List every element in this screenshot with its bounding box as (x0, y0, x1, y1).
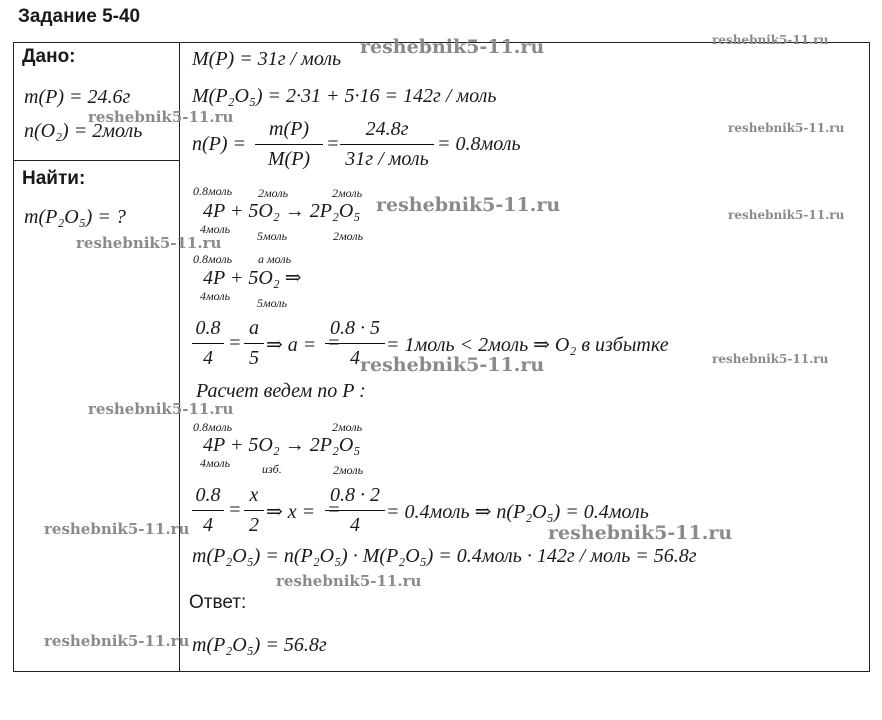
p-den3: 4 (350, 347, 360, 369)
np-lhs: n(P) = (192, 133, 247, 155)
column-divider (179, 42, 180, 672)
find-mass-p2o5: m(P₂O₅) = ? (24, 206, 126, 228)
r3-below-o2: изб. (262, 462, 282, 476)
given-find-divider (13, 160, 180, 161)
fraction-bar (244, 510, 264, 511)
r1-below-p2o5: 2моль (333, 229, 364, 243)
fraction-bar (325, 510, 385, 511)
reaction-2: 4P + 5O₂ ⇒ (203, 267, 302, 289)
r1-below-o2: 5моль (257, 229, 288, 243)
q-result: = 0.4моль ⇒ n(P₂O₅) = 0.4моль (386, 501, 649, 523)
p-num1: 0.8 (195, 317, 221, 339)
watermark: reshebnik5-11.ru (76, 234, 222, 252)
task-title: Задание 5-40 (18, 6, 141, 27)
watermark: reshebnik5-11.ru (712, 33, 829, 47)
p-num2: a (249, 317, 259, 339)
r1-above-o2: 2моль (258, 186, 289, 200)
fraction-bar (192, 343, 224, 344)
q-num1: 0.8 (195, 484, 221, 506)
r3-below-p2o5: 2моль (333, 463, 364, 477)
q-fraction-1 (192, 484, 224, 537)
watermark: reshebnik5-11.ru (728, 208, 845, 222)
given-heading: Дано: (22, 46, 76, 67)
np-result: = 0.8моль (437, 133, 521, 155)
calc-note: Расчет ведем по P : (196, 380, 366, 402)
reaction-1: 4P + 5O₂ → 2P₂O₅ (203, 200, 361, 222)
molar-mass-p2o5: M(P₂O₅) = 2·31 + 5·16 = 142г / моль (192, 85, 497, 107)
watermark: reshebnik5-11.ru (88, 108, 234, 126)
q-den3: 4 (350, 514, 360, 536)
r3-above-p: 0.8моль (193, 420, 233, 434)
fraction-bar (340, 144, 434, 145)
answer-label: Ответ: (189, 592, 247, 613)
fraction-bar (325, 343, 385, 344)
p-mid: ⇒ a = (266, 334, 317, 356)
fraction-bar (244, 343, 264, 344)
np-den2: 31г / моль (345, 148, 429, 170)
p-fraction-1 (192, 317, 224, 370)
np-den1: M(P) (267, 148, 311, 170)
watermark: reshebnik5-11.ru (360, 354, 545, 376)
watermark: reshebnik5-11.ru (728, 121, 845, 135)
r1-above-p: 0.8моль (193, 184, 233, 198)
r1-above-p2o5: 2моль (332, 186, 363, 200)
r3-above-p2o5: 2моль (332, 420, 363, 434)
answer-value: m(P₂O₅) = 56.8г (192, 634, 327, 656)
np-fraction-numeric (340, 118, 434, 171)
given-mass-p: m(P) = 24.6г (24, 86, 131, 108)
mass-calculation: m(P₂O₅) = n(P₂O₅) · M(P₂O₅) = 0.4моль · 142г / моль = 56.8г (192, 545, 697, 567)
q-fraction-2 (244, 484, 264, 537)
find-heading: Найти: (22, 168, 86, 189)
watermark: reshebnik5-11.ru (712, 352, 829, 366)
watermark: reshebnik5-11.ru (276, 572, 422, 590)
np-eq: = (326, 133, 340, 155)
np-fraction-symbolic (255, 118, 323, 171)
np-num2: 24.8г (365, 118, 409, 140)
p-eq: = (228, 332, 242, 354)
r3-below-p: 4моль (200, 456, 231, 470)
p-den1: 4 (203, 347, 213, 369)
q-den2: 2 (249, 514, 259, 536)
r1-below-p: 4моль (200, 222, 231, 236)
q-mid: ⇒ x = (266, 501, 316, 523)
p-fraction-2 (244, 317, 264, 370)
np-num1: m(P) (269, 118, 309, 140)
r2-below-o2: 5моль (257, 296, 288, 310)
q-eq2: = (327, 499, 341, 521)
p-result: = 1моль < 2моль ⇒ O₂ в избытке (386, 334, 669, 356)
reaction-3: 4P + 5O₂ → 2P₂O₅ (203, 434, 361, 456)
q-fraction-3 (325, 484, 385, 537)
p-eq2: = (327, 332, 341, 354)
r2-below-p: 4моль (200, 289, 231, 303)
q-den1: 4 (203, 514, 213, 536)
watermark: reshebnik5-11.ru (376, 194, 561, 216)
watermark: reshebnik5-11.ru (44, 520, 190, 538)
given-moles-o2: n(O₂) = 2моль (24, 120, 143, 142)
q-num2: x (249, 484, 259, 506)
watermark: reshebnik5-11.ru (548, 522, 733, 544)
r2-above-o2: a моль (258, 252, 292, 266)
q-eq: = (228, 499, 242, 521)
watermark: reshebnik5-11.ru (360, 36, 545, 58)
p-den2: 5 (249, 347, 259, 369)
r2-above-p: 0.8моль (193, 252, 233, 266)
watermark: reshebnik5-11.ru (88, 400, 234, 418)
fraction-bar (255, 144, 323, 145)
fraction-bar (192, 510, 224, 511)
q-num3: 0.8 · 2 (330, 484, 380, 506)
molar-mass-p: M(P) = 31г / моль (192, 48, 342, 70)
watermark: reshebnik5-11.ru (44, 632, 190, 650)
p-num3: 0.8 · 5 (330, 317, 380, 339)
